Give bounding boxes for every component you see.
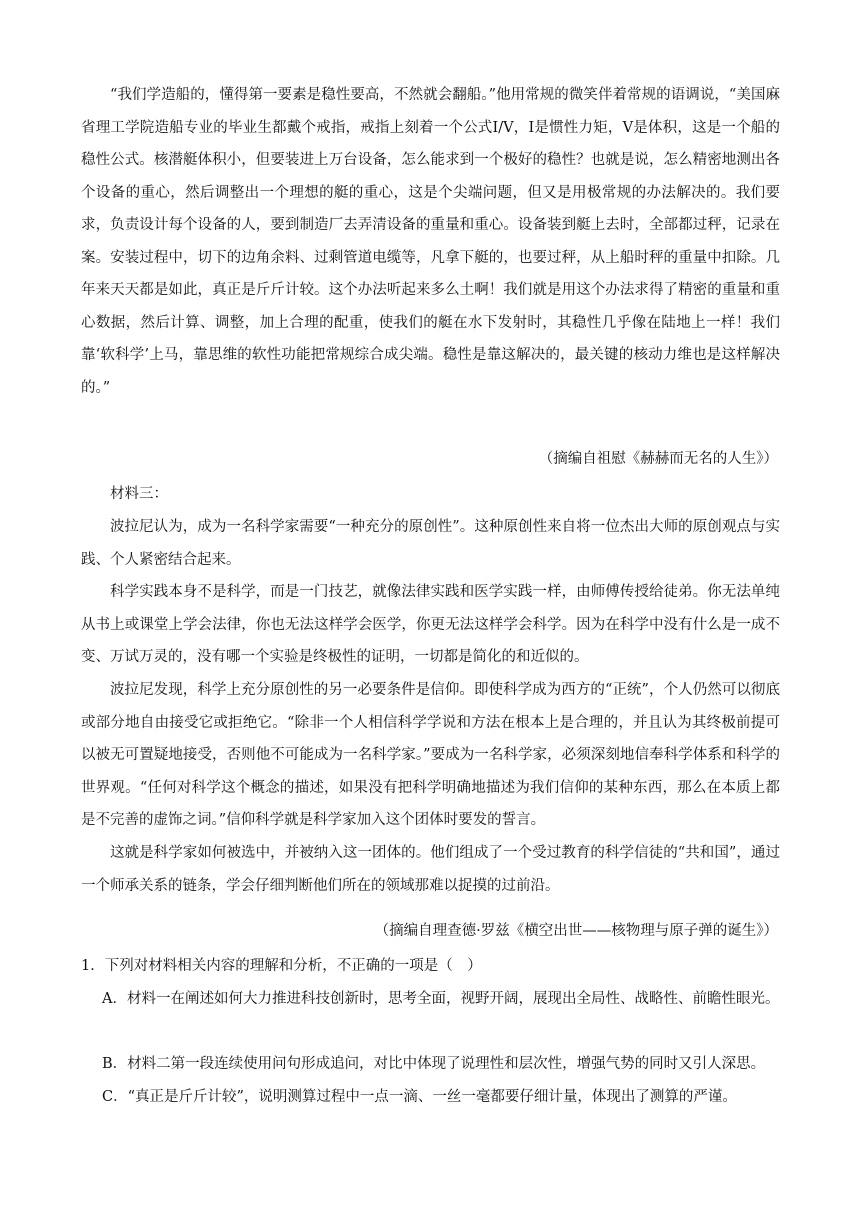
material-three-paragraph: 波拉尼发现，科学上充分原创性的另一必要条件是信仰。即使科学成为西方的“正统”，个人仍然可以彻底或部分地自由接受它或拒绝它。“除非一个人相信科学学说和方法在根本上是合理的，并且认为其终极前提可以被无可置疑地接受，否则他不可能成为一名科学家。”要成为一名科学家，必须深刻地信奉科学体系和科学的世界观。“任何对科学这个概念的描述，如果没有把科学明确地描述为我们信仰的某种东西，那么在本质上都是不完善的虚饰之词。”信仰科学就是科学家加入这个团体时要发的誓言。	[81, 682, 780, 828]
material-two-quote: “我们学造船的，懂得第一要素是稳性要高，不然就会翻船。”他用常规的微笑伴着常规的语调说，“美国麻省理工学院造船专业的毕业生都戴个戒指，戒指上刻着一个公式I/V，I是惯性力矩，V是体积，这是一个船的稳性公式。核潜艇体积小，但要装进上万台设备，怎么能求到一个极好的稳性？也就是说，怎么精密地测出各个设备的重心，然后调整出一个理想的艇的重心，这是个尖端问题，但又是用极常规的办法解决的。我们要求，负责设计每个设备的人，要到制造厂去弄清设备的重量和重心。设备装到艇上去时，全部都过秤，记录在案。安装过程中，切下的边角余料、过剩管道电缆等，凡拿下艇的，也要过秤，从上船时秤的重量中扣除。几年来天天都是如此，真正是斤斤计较。这个办法听起来多么土啊！我们就是用这个办法求得了精密的重量和重心数据，然后计算、调整，加上合理的配重，使我们的艇在水下发射时，其稳性几乎像在陆地上一样！我们靠‘软科学’上马，靠思维的软性功能把常规综合成尖端。稳性是靠这解决的，最关键的核动力维也是这样解决的。”	[81, 87, 780, 396]
material-three-label: 材料三：	[110, 486, 168, 502]
material-three-paragraph: 科学实践本身不是科学，而是一门技艺，就像法律实践和医学实践一样，由师傅传授给徒弟。你无法单纯从书上或课堂上学会法律，你也无法这样学会医学，你更无法这样学会科学。因为在科学中没有什么是一成不变、万试万灵的，没有哪一个实验是终极性的证明，一切都是简化的和近似的。	[81, 584, 780, 665]
material-three-source: （摘编自理查德·罗兹《横空出世——核物理与原子弹的诞生》）	[374, 923, 778, 939]
option-c: C．“真正是斤斤计较”，说明测算过程中一点一滴、一丝一毫都要仔细计量，体现出了测算的严谨。	[102, 1089, 737, 1105]
material-two-source: （摘编自祖慰《赫赫而无名的人生》）	[538, 451, 778, 467]
material-three-paragraph: 这就是科学家如何被选中，并被纳入这一团体的。他们组成了一个受过教育的科学信徒的“共和国”，通过一个师承关系的链条，学会仔细判断他们所在的领域那难以捉摸的过前沿。	[81, 845, 780, 894]
question-stem: 1．下列对材料相关内容的理解和分析，不正确的一项是（ ）	[81, 958, 482, 974]
option-a: A．材料一在阐述如何大力推进科技创新时，思考全面，视野开阔，展现出全局性、战略性、前瞻性眼光。	[102, 991, 780, 1007]
material-three-paragraph: 波拉尼认为，成为一名科学家需要“一种充分的原创性”。这种原创性来自将一位杰出大师的原创观点与实践、个人紧密结合起来。	[81, 519, 780, 568]
option-b: B．材料二第一段连续使用问句形成追问，对比中体现了说理性和层次性，增强气势的同时又引人深思。	[102, 1056, 766, 1072]
